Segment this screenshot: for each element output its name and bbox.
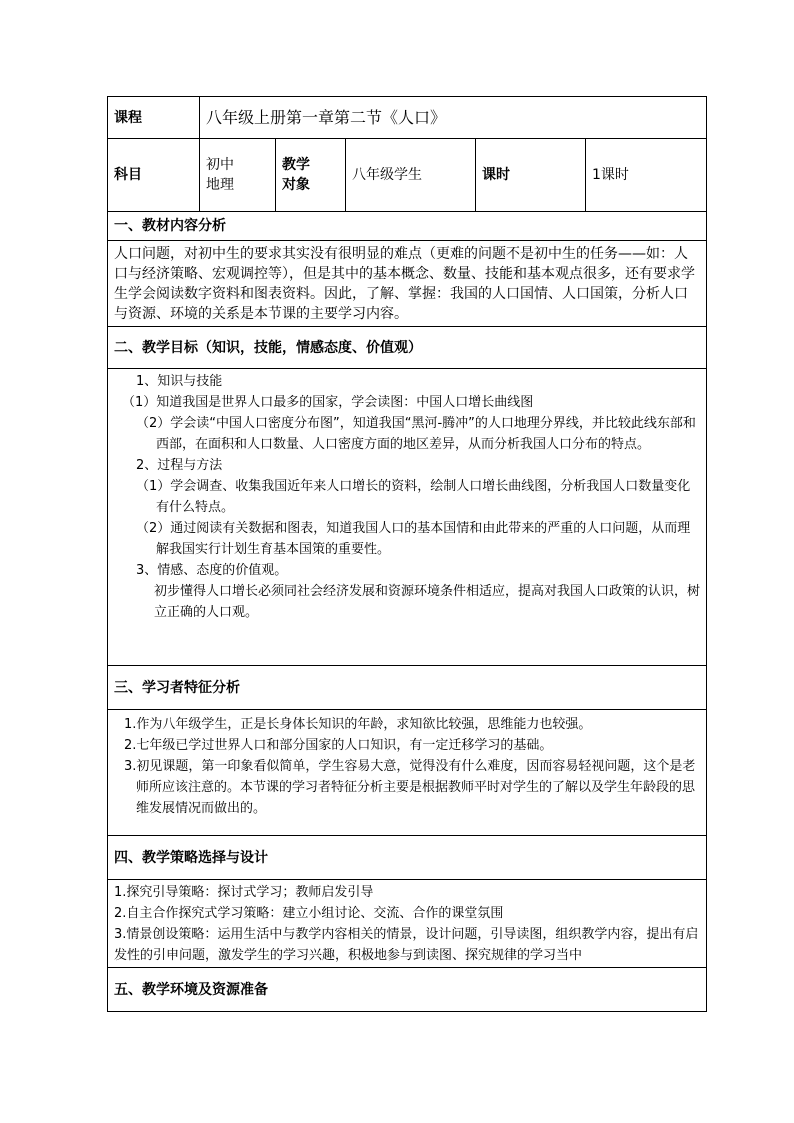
learner-item-2: 2.七年级已学过世界人口和部分国家的人口知识，有一定迁移学习的基础。 xyxy=(124,738,553,753)
objective-process-item-2: （2）通过阅读有关数据和图表，知道我国人口的基本国情和由此带来的严重的人口问题，从而理解我国实行计划生育基本国策的重要性。 xyxy=(136,521,691,557)
learner-item-1: 1.作为八年级学生，正是长身体长知识的年龄，求知欲比较强，思维能力也较强。 xyxy=(124,717,592,732)
subject-value xyxy=(200,139,276,212)
objective-attitude-paragraph: 初步懂得人口增长必须同社会经济发展和资源环境条件相适应，提高对我国人口政策的认识，树立正确的人口观。 xyxy=(154,584,701,620)
section-2-title: 二、教学目标（知识，技能，情感态度、价值观） xyxy=(108,327,707,369)
target-label xyxy=(276,139,346,212)
section-1-title: 一、教材内容分析 xyxy=(108,212,707,241)
objective-process-item-1: （1）学会调查、收集我国近年来人口增长的资料，绘制人口增长曲线图，分析我国人口数量变化有什么特点。 xyxy=(136,479,691,515)
lesson-plan-table xyxy=(107,96,707,1012)
section-3-title: 三、学习者特征分析 xyxy=(108,666,707,710)
objective-knowledge-heading: 1、知识与技能 xyxy=(136,374,223,389)
learner-item-3: 3.初见课题，第一印象看似简单，学生容易大意，觉得没有什么难度，因而容易轻视问题，这个是老师所应该注意的。本节课的学习者特征分析主要是根据教师平时对学生的了解以及学生年龄段的思维发展情况而做出的。 xyxy=(124,759,696,816)
section-2-body-row xyxy=(108,369,707,666)
section-3-body-row xyxy=(108,710,707,836)
section-1-body: 人口问题，对初中生的要求其实没有很明显的难点（更难的问题不是初中生的任务——如：人口与经济策略、宏观调控等），但是其中的基本概念、数量、技能和基本观点很多，还有要求学生学会阅读数字资料和图表资料。因此，了解、掌握：我国的人口国情、人口国策，分析人口与资源、环境的关系是本节课的主要学习内容。 xyxy=(108,241,707,327)
subject-label: 科目 xyxy=(108,139,200,212)
section-4-body xyxy=(108,880,707,968)
section-5-header-row xyxy=(108,968,707,1012)
section-4-title: 四、教学策略选择与设计 xyxy=(108,836,707,880)
strategy-item-1: 1.探究引导策略：探讨式学习；教师启发引导 xyxy=(114,884,374,900)
section-1-header-row xyxy=(108,212,707,241)
target-label-line2: 对象 xyxy=(282,177,310,193)
course-label: 课程 xyxy=(108,97,200,139)
objective-attitude-heading: 3、情感、态度的价值观。 xyxy=(136,563,288,578)
section-4-header-row xyxy=(108,836,707,880)
section-4-body-row xyxy=(108,880,707,968)
subject-value-line1: 初中 xyxy=(206,157,234,173)
strategy-item-3: 3.情景创设策略：运用生活中与教学内容相关的情景，设计问题，引导读图，组织教学内容，提出有启发性的引申问题，激发学生的学习兴趣，积极地参与到读图、探究规律的学习当中 xyxy=(114,926,699,963)
section-3-body xyxy=(108,710,707,836)
subject-value-line2: 地理 xyxy=(206,177,234,193)
target-value: 八年级学生 xyxy=(346,139,476,212)
section-5-title: 五、教学环境及资源准备 xyxy=(108,968,707,1012)
objective-knowledge-item-2: （2）学会读“中国人口密度分布图”，知道我国“黑河-腾冲”的人口地理分界线，并比较此线东部和西部，在面积和人口数量、人口密度方面的地区差异，从而分析我国人口分布的特点。 xyxy=(136,416,696,452)
target-label-line1: 教学 xyxy=(282,157,310,173)
section-3-header-row xyxy=(108,666,707,710)
hours-label: 课时 xyxy=(476,139,586,212)
objective-knowledge-item-1: （1）知道我国是世界人口最多的国家，学会读图：中国人口增长曲线图 xyxy=(122,395,534,410)
subject-row xyxy=(108,139,707,212)
section-1-body-row xyxy=(108,241,707,327)
section-2-header-row xyxy=(108,327,707,369)
hours-value: 1课时 xyxy=(586,139,707,212)
course-value: 八年级上册第一章第二节《人口》 xyxy=(200,97,707,139)
course-row xyxy=(108,97,707,139)
section-2-body xyxy=(108,369,707,666)
objective-process-heading: 2、过程与方法 xyxy=(136,458,223,473)
strategy-item-2: 2.自主合作探究式学习策略：建立小组讨论、交流、合作的课堂氛围 xyxy=(114,905,504,921)
